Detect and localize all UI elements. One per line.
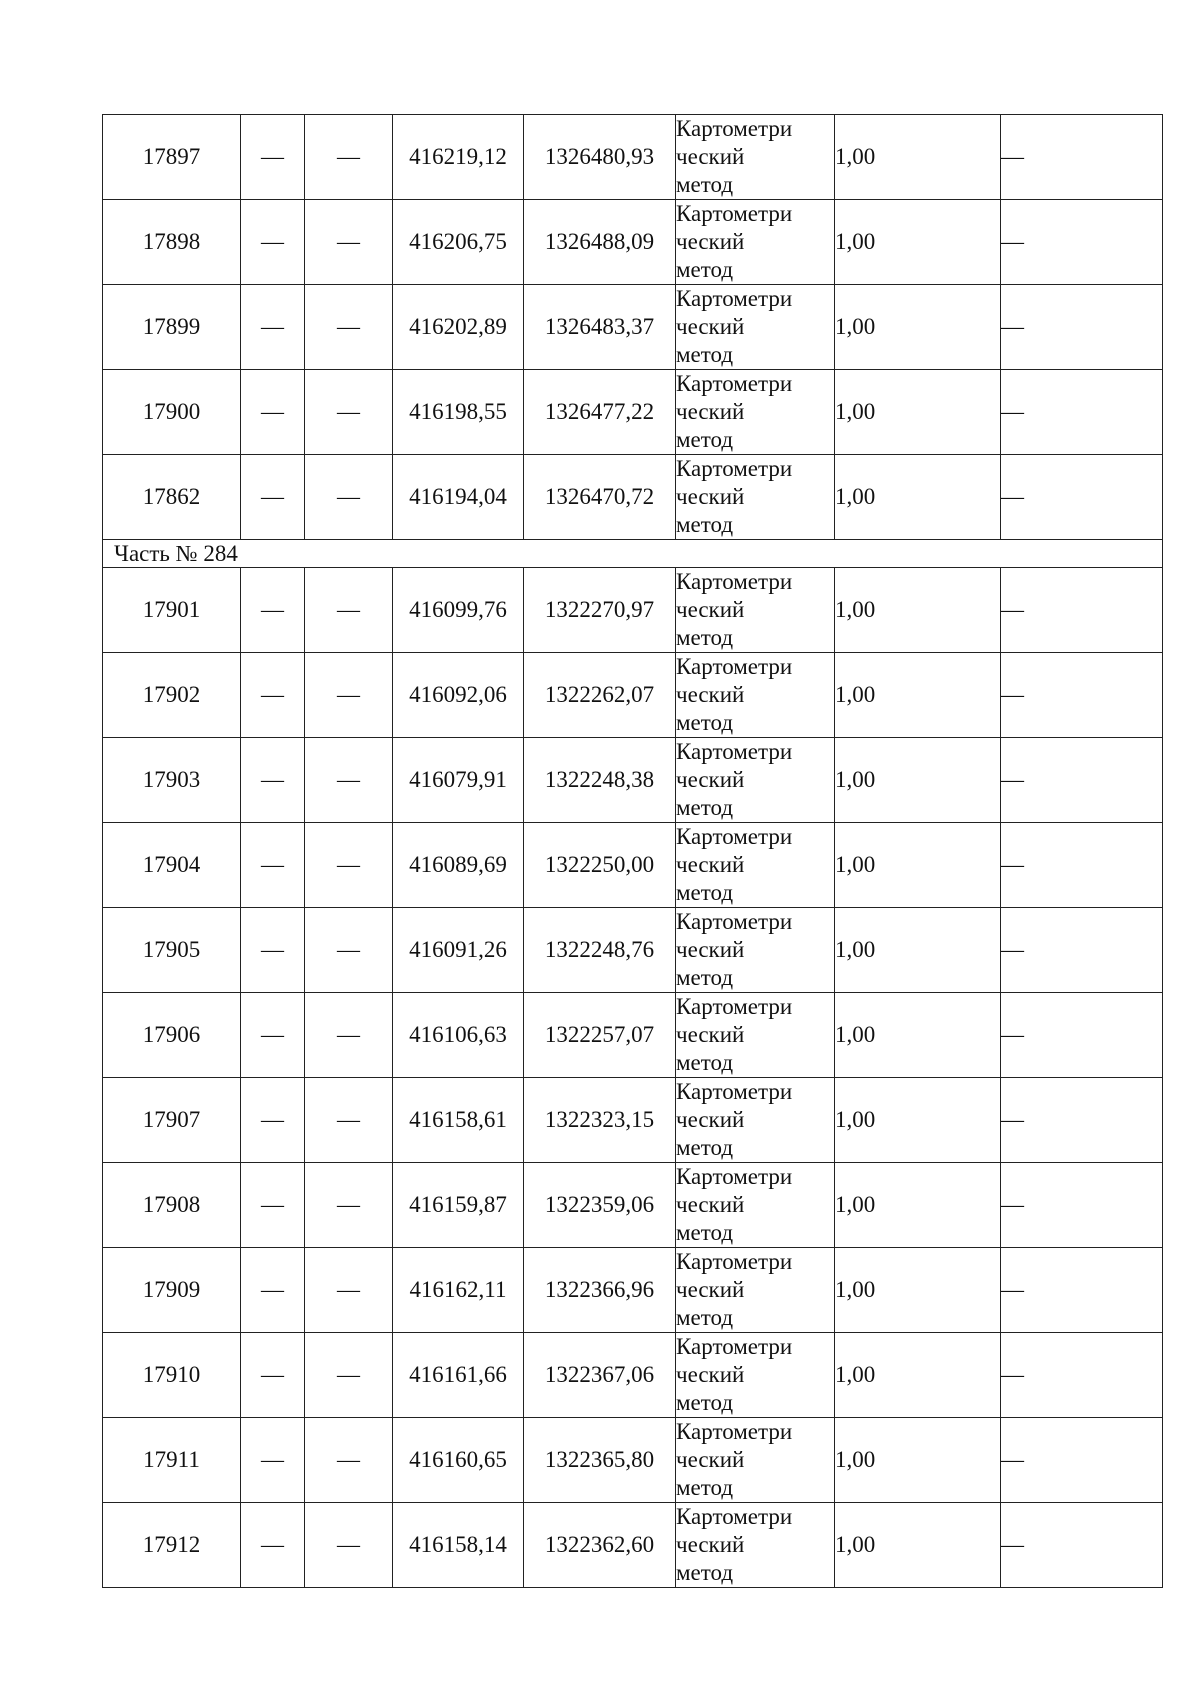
method-text-line: Картометри [676,909,793,934]
dash-cell: — [305,738,393,823]
method-cell [676,1418,835,1503]
y-coordinate: 1326470,72 [524,455,676,540]
accuracy-value: 1,00 [835,1163,1001,1248]
accuracy-value: 1,00 [835,993,1001,1078]
method-text-line: метод [676,512,734,537]
dash-cell: — [241,285,305,370]
accuracy-value: 1,00 [835,1333,1001,1418]
table-row [103,738,1163,823]
accuracy-value: 1,00 [835,115,1001,200]
table-row [103,285,1163,370]
method-text-line: ческий [676,937,745,962]
dash-cell: — [241,1333,305,1418]
method-text-line: Картометри [676,286,793,311]
table-row [103,1078,1163,1163]
method-text-line: ческий [676,1022,745,1047]
method-text-line: метод [676,257,734,282]
dash-cell: — [241,1418,305,1503]
method-text-line: Картометри [676,1334,793,1359]
dash-cell: — [1001,993,1163,1078]
y-coordinate: 1322257,07 [524,993,676,1078]
point-number: 17910 [103,1333,241,1418]
point-number: 17906 [103,993,241,1078]
method-text-line: Картометри [676,994,793,1019]
dash-cell: — [305,1503,393,1588]
dash-cell: — [305,1418,393,1503]
coordinates-table [102,114,1163,1588]
x-coordinate: 416079,91 [393,738,524,823]
method-text-line: Картометри [676,654,793,679]
method-cell [676,1333,835,1418]
method-text-line: ческий [676,314,745,339]
point-number: 17905 [103,908,241,993]
dash-cell: — [241,1163,305,1248]
accuracy-value: 1,00 [835,568,1001,653]
x-coordinate: 416092,06 [393,653,524,738]
dash-cell: — [305,1248,393,1333]
method-text-line: ческий [676,144,745,169]
table-row [103,908,1163,993]
dash-cell: — [305,1163,393,1248]
dash-cell: — [305,1333,393,1418]
y-coordinate: 1326483,37 [524,285,676,370]
method-cell [676,738,835,823]
dash-cell: — [241,568,305,653]
accuracy-value: 1,00 [835,1248,1001,1333]
method-text-line: Картометри [676,1249,793,1274]
point-number: 17903 [103,738,241,823]
table-row [103,455,1163,540]
method-text-line: ческий [676,767,745,792]
y-coordinate: 1322270,97 [524,568,676,653]
accuracy-value: 1,00 [835,653,1001,738]
dash-cell: — [241,1078,305,1163]
y-coordinate: 1326480,93 [524,115,676,200]
dash-cell: — [241,1503,305,1588]
point-number: 17897 [103,115,241,200]
method-text-line: Картометри [676,1419,793,1444]
accuracy-value: 1,00 [835,738,1001,823]
method-text-line: Картометри [676,201,793,226]
accuracy-value: 1,00 [835,455,1001,540]
method-cell [676,455,835,540]
table-row [103,653,1163,738]
method-cell [676,653,835,738]
method-text-line: метод [676,342,734,367]
accuracy-value: 1,00 [835,200,1001,285]
accuracy-value: 1,00 [835,1503,1001,1588]
method-text-line: Картометри [676,116,793,141]
point-number: 17907 [103,1078,241,1163]
method-cell [676,568,835,653]
x-coordinate: 416099,76 [393,568,524,653]
y-coordinate: 1322323,15 [524,1078,676,1163]
method-text-line: метод [676,1560,734,1585]
x-coordinate: 416159,87 [393,1163,524,1248]
dash-cell: — [241,908,305,993]
dash-cell: — [305,455,393,540]
table-row [103,1333,1163,1418]
method-text-line: Картометри [676,824,793,849]
method-text-line: метод [676,880,734,905]
table-row [103,200,1163,285]
method-text-line: метод [676,1135,734,1160]
method-text-line: метод [676,172,734,197]
dash-cell: — [305,1078,393,1163]
dash-cell: — [241,1248,305,1333]
x-coordinate: 416091,26 [393,908,524,993]
method-text-line: ческий [676,484,745,509]
y-coordinate: 1322248,76 [524,908,676,993]
method-cell [676,200,835,285]
dash-cell: — [1001,1163,1163,1248]
method-cell [676,908,835,993]
document-page [102,114,1162,1588]
point-number: 17901 [103,568,241,653]
method-text-line: ческий [676,229,745,254]
dash-cell: — [1001,1248,1163,1333]
y-coordinate: 1322262,07 [524,653,676,738]
method-cell [676,823,835,908]
method-text-line: метод [676,710,734,735]
method-text-line: ческий [676,1277,745,1302]
dash-cell: — [241,823,305,908]
point-number: 17912 [103,1503,241,1588]
dash-cell: — [305,653,393,738]
x-coordinate: 416089,69 [393,823,524,908]
table-body [103,115,1163,1588]
method-text-line: ческий [676,852,745,877]
accuracy-value: 1,00 [835,908,1001,993]
point-number: 17909 [103,1248,241,1333]
dash-cell: — [1001,908,1163,993]
method-text-line: метод [676,1390,734,1415]
dash-cell: — [1001,653,1163,738]
method-cell [676,1078,835,1163]
method-text-line: метод [676,427,734,452]
x-coordinate: 416106,63 [393,993,524,1078]
x-coordinate: 416162,11 [393,1248,524,1333]
x-coordinate: 416198,55 [393,370,524,455]
method-text-line: ческий [676,1447,745,1472]
method-text-line: ческий [676,1107,745,1132]
dash-cell: — [305,568,393,653]
point-number: 17911 [103,1418,241,1503]
dash-cell: — [1001,1503,1163,1588]
x-coordinate: 416160,65 [393,1418,524,1503]
table-row [103,1418,1163,1503]
dash-cell: — [305,285,393,370]
method-text-line: ческий [676,1362,745,1387]
dash-cell: — [1001,1078,1163,1163]
dash-cell: — [305,115,393,200]
method-text-line: Картометри [676,1504,793,1529]
table-row [103,568,1163,653]
method-cell [676,1503,835,1588]
table-row [103,1163,1163,1248]
dash-cell: — [241,653,305,738]
dash-cell: — [1001,115,1163,200]
method-cell [676,1163,835,1248]
method-text-line: метод [676,625,734,650]
table-row [103,993,1163,1078]
method-cell [676,370,835,455]
dash-cell: — [241,370,305,455]
method-text-line: метод [676,1220,734,1245]
point-number: 17899 [103,285,241,370]
point-number: 17904 [103,823,241,908]
x-coordinate: 416161,66 [393,1333,524,1418]
dash-cell: — [1001,200,1163,285]
method-text-line: ческий [676,399,745,424]
method-cell [676,115,835,200]
y-coordinate: 1322359,06 [524,1163,676,1248]
dash-cell: — [241,455,305,540]
x-coordinate: 416206,75 [393,200,524,285]
y-coordinate: 1322367,06 [524,1333,676,1418]
method-text-line: ческий [676,682,745,707]
point-number: 17908 [103,1163,241,1248]
part-header-row [103,540,1163,568]
x-coordinate: 416219,12 [393,115,524,200]
dash-cell: — [305,200,393,285]
y-coordinate: 1322366,96 [524,1248,676,1333]
method-text-line: ческий [676,597,745,622]
method-text-line: Картометри [676,739,793,764]
method-cell [676,1248,835,1333]
dash-cell: — [305,908,393,993]
dash-cell: — [1001,823,1163,908]
accuracy-value: 1,00 [835,823,1001,908]
y-coordinate: 1326488,09 [524,200,676,285]
table-row [103,823,1163,908]
method-text-line: Картометри [676,569,793,594]
table-row [103,370,1163,455]
dash-cell: — [305,370,393,455]
point-number: 17898 [103,200,241,285]
dash-cell: — [1001,1333,1163,1418]
x-coordinate: 416202,89 [393,285,524,370]
part-label: Часть № 284 [103,540,1163,568]
method-text-line: Картометри [676,1164,793,1189]
dash-cell: — [241,738,305,823]
x-coordinate: 416158,14 [393,1503,524,1588]
dash-cell: — [1001,568,1163,653]
y-coordinate: 1322362,60 [524,1503,676,1588]
y-coordinate: 1322250,00 [524,823,676,908]
dash-cell: — [241,115,305,200]
method-text-line: метод [676,795,734,820]
x-coordinate: 416158,61 [393,1078,524,1163]
method-text-line: Картометри [676,456,793,481]
dash-cell: — [1001,738,1163,823]
table-row [103,115,1163,200]
method-text-line: метод [676,1305,734,1330]
point-number: 17900 [103,370,241,455]
dash-cell: — [241,200,305,285]
accuracy-value: 1,00 [835,1078,1001,1163]
dash-cell: — [241,993,305,1078]
dash-cell: — [1001,455,1163,540]
accuracy-value: 1,00 [835,1418,1001,1503]
method-text-line: метод [676,1050,734,1075]
table-row [103,1248,1163,1333]
table-row [103,1503,1163,1588]
dash-cell: — [305,823,393,908]
y-coordinate: 1326477,22 [524,370,676,455]
dash-cell: — [1001,285,1163,370]
x-coordinate: 416194,04 [393,455,524,540]
method-text-line: метод [676,965,734,990]
method-text-line: Картометри [676,371,793,396]
dash-cell: — [1001,1418,1163,1503]
accuracy-value: 1,00 [835,285,1001,370]
method-text-line: Картометри [676,1079,793,1104]
method-text-line: ческий [676,1192,745,1217]
accuracy-value: 1,00 [835,370,1001,455]
point-number: 17862 [103,455,241,540]
y-coordinate: 1322248,38 [524,738,676,823]
point-number: 17902 [103,653,241,738]
method-cell [676,285,835,370]
dash-cell: — [1001,370,1163,455]
dash-cell: — [305,993,393,1078]
method-text-line: ческий [676,1532,745,1557]
method-cell [676,993,835,1078]
method-text-line: метод [676,1475,734,1500]
y-coordinate: 1322365,80 [524,1418,676,1503]
